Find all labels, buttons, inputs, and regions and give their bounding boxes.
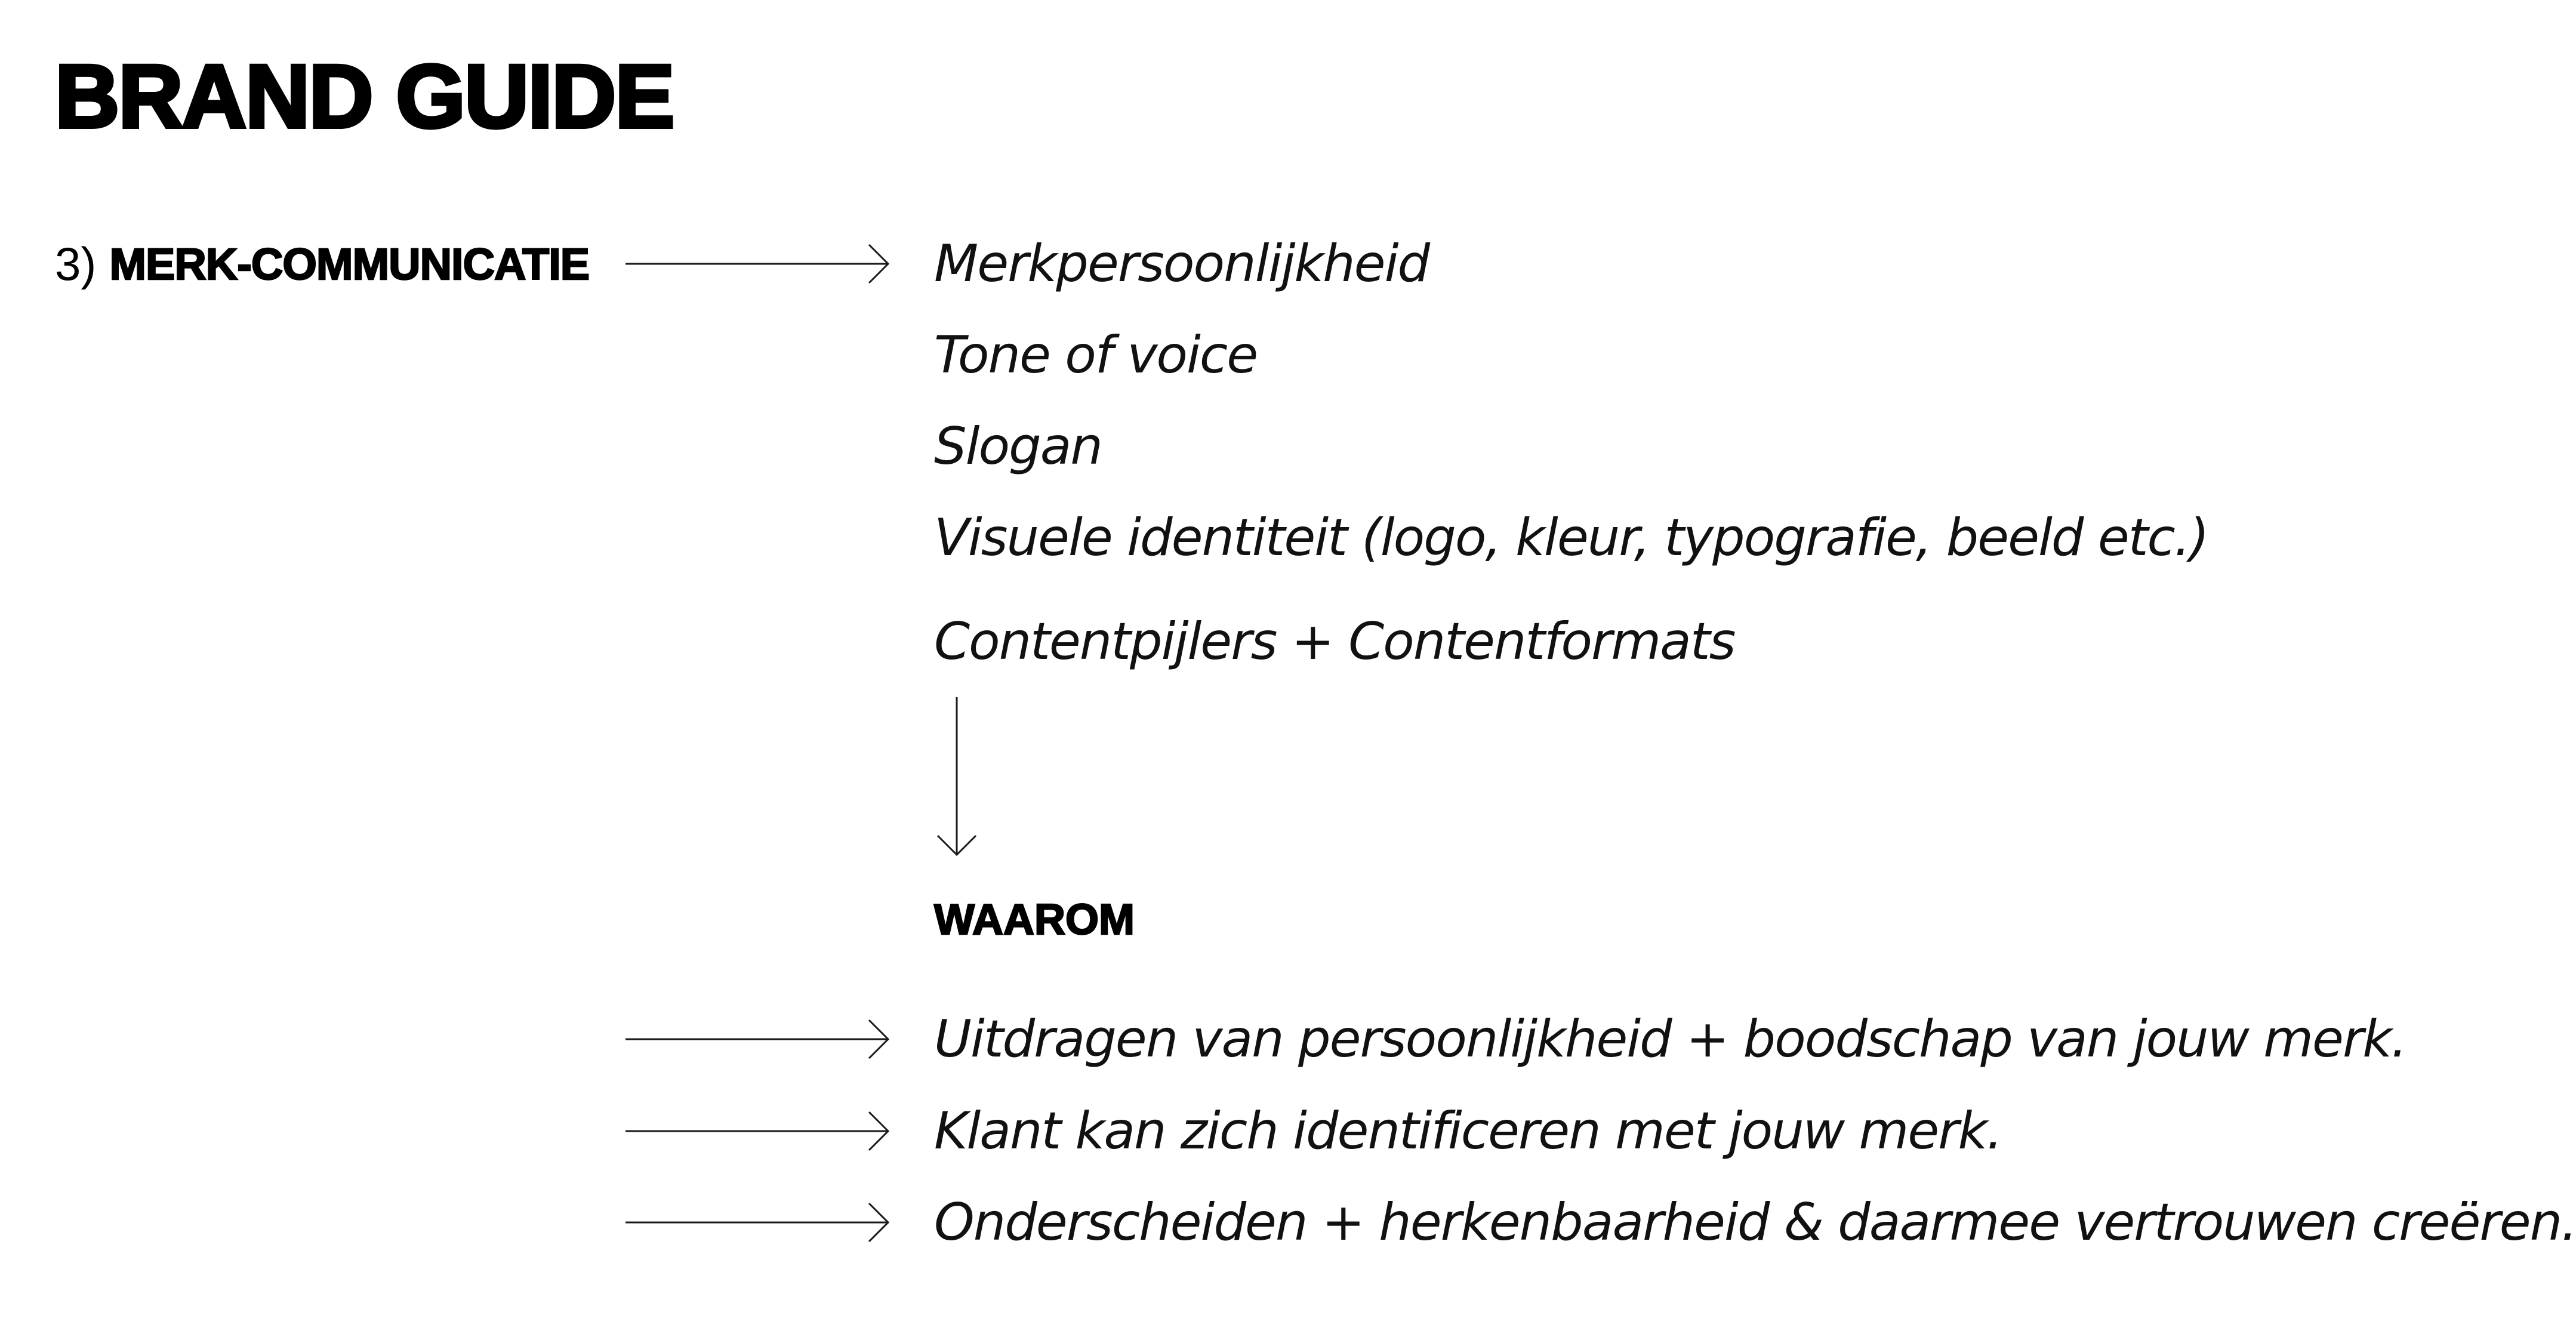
arrow-right-icon <box>625 245 888 283</box>
arrow-right-icon <box>625 1020 888 1058</box>
page-title: BRAND GUIDE <box>55 46 674 146</box>
component-item: Merkpersoonlijkheid <box>934 234 1429 294</box>
section-number: 3) <box>55 237 97 290</box>
component-item: Slogan <box>934 417 1102 476</box>
why-heading: WAAROM <box>934 896 1135 944</box>
arrow-right-icon <box>625 1203 888 1242</box>
component-item: Tone of voice <box>934 325 1258 385</box>
reason-item: Onderscheiden + herkenbaarheid & daarmee vertrouwen creëren. <box>934 1193 2576 1252</box>
component-item: Contentpijlers + Contentformats <box>934 612 1735 672</box>
arrow-right-icon <box>625 1112 888 1150</box>
section-name: MERK-COMMUNICATIE <box>109 239 590 289</box>
arrow-down-icon <box>938 697 976 855</box>
section-heading <box>55 228 589 300</box>
reason-item: Klant kan zich identificeren met jouw merk. <box>934 1101 2002 1161</box>
reason-item: Uitdragen van persoonlijkheid + boodschap van jouw merk. <box>934 1009 2406 1069</box>
component-item: Visuele identiteit (logo, kleur, typografie, beeld etc.) <box>934 508 2208 568</box>
